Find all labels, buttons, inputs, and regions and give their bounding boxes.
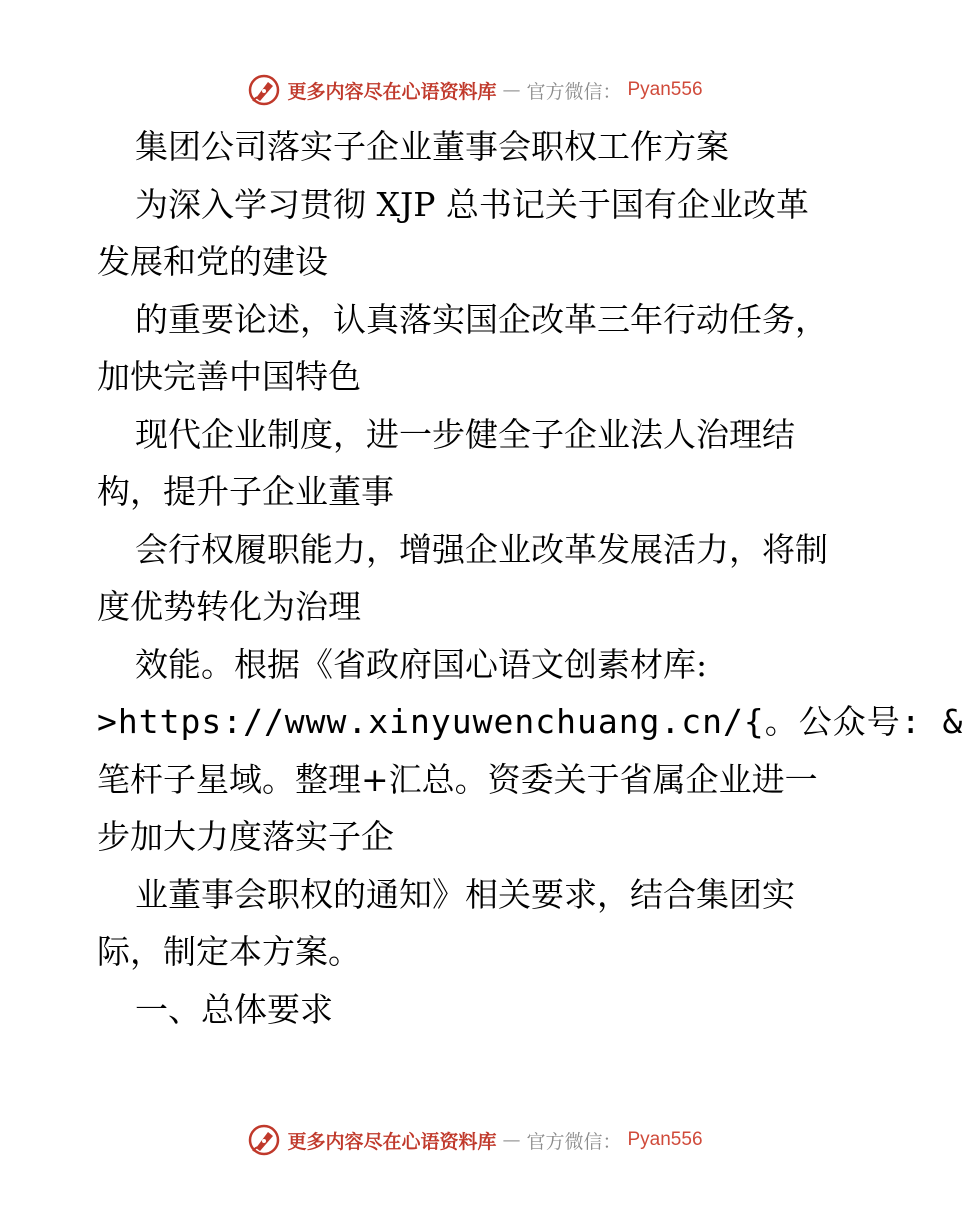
paragraph-line: 步加大力度落实子企 [97, 817, 394, 856]
paragraph-line: 现代企业制度，进一步健全子企业法人治理结 [135, 414, 795, 454]
document-body [97, 118, 963, 1038]
paragraph-line: 业董事会职权的通知》相关要求，结合集团实 [135, 874, 795, 914]
watermark-wechat-label: 官方微信： [526, 80, 622, 103]
watermark-wechat-id: Pyan556 [627, 79, 703, 100]
watermark-brand-text: 更多内容尽在心语资料库 [287, 1130, 497, 1153]
paragraph-line: 际，制定本方案。 [97, 932, 361, 971]
pen-nib-circle-icon [247, 73, 281, 107]
paragraph-line: 笔杆子星域。整理+汇总。资委关于省属企业进一 [97, 759, 818, 799]
url-line: >https://www.xinyuwenchuang.cn/{。公众号: & [97, 702, 963, 741]
header-watermark [0, 70, 950, 110]
paragraph-line: 度优势转化为治理 [97, 587, 361, 626]
paragraph-line: 效能。根据《省政府国心语文创素材库: [135, 644, 708, 684]
paragraph-line: 为深入学习贯彻 XJP 总书记关于国有企业改革 [135, 184, 809, 224]
paragraph-line: 加快完善中国特色 [97, 357, 361, 396]
footer-watermark [0, 1120, 950, 1160]
watermark-separator: — [502, 79, 521, 101]
paragraph-line: 的重要论述，认真落实国企改革三年行动任务， [135, 299, 828, 339]
paragraph-line: 发展和党的建设 [97, 242, 328, 281]
watermark-wechat-id: Pyan556 [627, 1129, 703, 1150]
paragraph-line: 构，提升子企业董事 [97, 472, 394, 511]
pen-nib-circle-icon [247, 1123, 281, 1157]
watermark-wechat-label: 官方微信： [526, 1130, 622, 1153]
document-title: 集团公司落实子企业董事会职权工作方案 [135, 127, 729, 166]
section-heading: 一、总体要求 [135, 989, 333, 1029]
paragraph-line: 会行权履职能力，增强企业改革发展活力，将制 [135, 529, 828, 569]
watermark-separator: — [502, 1129, 521, 1151]
watermark-brand-text: 更多内容尽在心语资料库 [287, 80, 497, 103]
